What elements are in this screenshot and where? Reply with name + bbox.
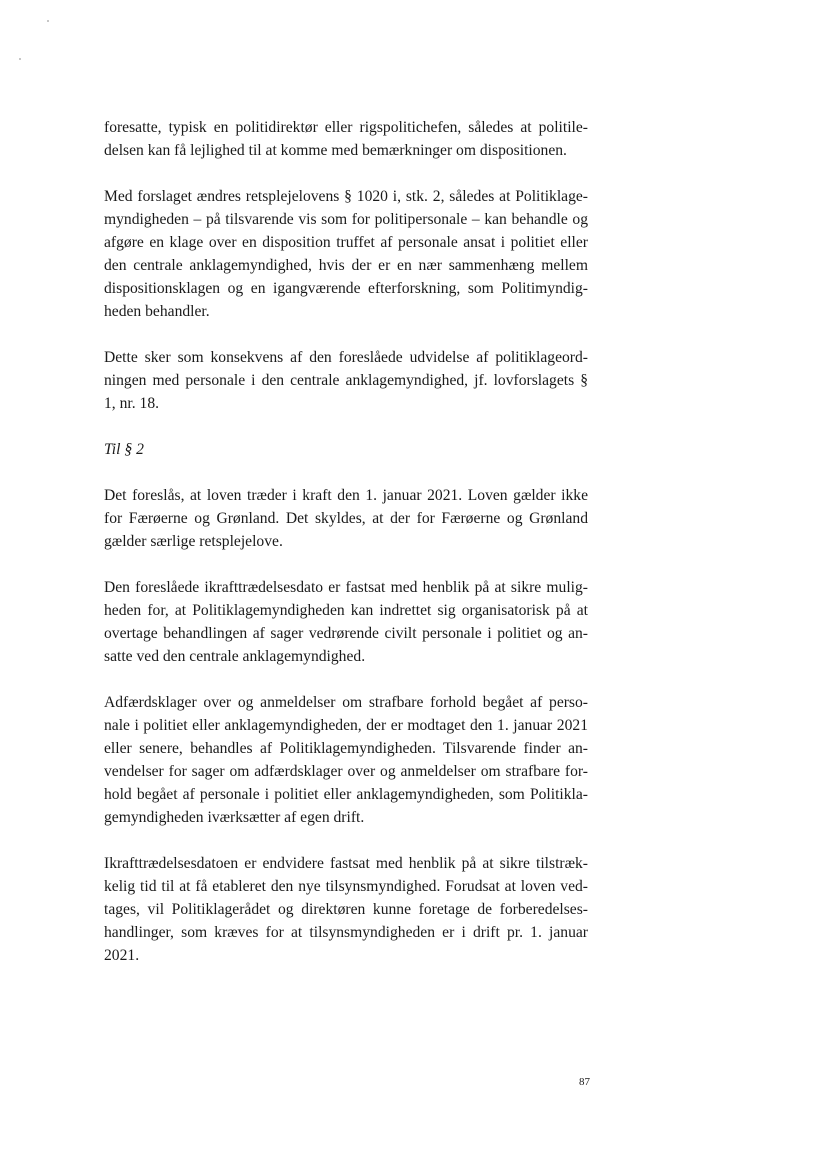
text-line: kelig tid til at få etableret den nye tilsynsmyndighed. Forudsat at loven ved-: [104, 878, 588, 895]
text-line: gemyndigheden iværksætter af egen drift.: [104, 809, 365, 826]
section-heading: Til § 2: [104, 441, 144, 458]
paragraph: [104, 116, 588, 162]
text-line: nale i politiet eller anklagemyndigheden, der er modtaget den 1. januar 2021: [104, 717, 588, 734]
text-line: vendelser for sager om adfærdsklager over og anmeldelser om strafbare for-: [104, 763, 588, 780]
text-line: eller senere, behandles af Politiklagemyndigheden. Tilsvarende finder an-: [104, 740, 588, 757]
text-line: Det foreslås, at loven træder i kraft den 1. januar 2021. Loven gælder ikke: [104, 487, 588, 504]
text-line: handlinger, som kræves for at tilsynsmyndigheden er i drift pr. 1. januar: [104, 924, 588, 941]
text-line: for Færøerne og Grønland. Det skyldes, at der for Færøerne og Grønland: [104, 510, 588, 527]
scan-speck: [19, 58, 21, 60]
paragraph: [104, 576, 588, 668]
text-line: Adfærdsklager over og anmeldelser om strafbare forhold begået af perso-: [104, 694, 588, 711]
paragraph: [104, 185, 588, 323]
body-text: [104, 116, 588, 990]
text-line: 1, nr. 18.: [104, 395, 160, 412]
paragraph: [104, 484, 588, 553]
text-line: tages, vil Politiklagerådet og direktøren kunne foretage de forberedelses-: [104, 901, 588, 918]
text-line: delsen kan få lejlighed til at komme med bemærkninger om dispositionen.: [104, 142, 567, 159]
text-line: den centrale anklagemyndighed, hvis der er en nær sammenhæng mellem: [104, 257, 588, 274]
scan-speck: [47, 20, 49, 22]
text-line: hold begået af personale i politiet eller anklagemyndigheden, som Politikla-: [104, 786, 588, 803]
text-line: overtage behandlingen af sager vedrørende civilt personale i politiet og an-: [104, 625, 588, 642]
text-line: myndigheden – på tilsvarende vis som for politipersonale – kan behandle og: [104, 211, 588, 228]
text-line: heden behandler.: [104, 303, 210, 320]
text-line: Ikrafttrædelsesdatoen er endvidere fastsat med henblik på at sikre tilstræk-: [104, 855, 588, 872]
text-line: gælder særlige retsplejelove.: [104, 533, 283, 550]
text-line: foresatte, typisk en politidirektør eller rigspolitichefen, således at politile-: [104, 119, 588, 136]
text-line: heden for, at Politiklagemyndigheden kan indrettet sig organisatorisk på at: [104, 602, 588, 619]
text-line: afgøre en klage over en disposition truffet af personale ansat i politiet eller: [104, 234, 588, 251]
paragraph: [104, 691, 588, 829]
text-line: ningen med personale i den centrale anklagemyndighed, jf. lovforslagets §: [104, 372, 588, 389]
text-line: Dette sker som konsekvens af den foreslåede udvidelse af politiklageord-: [104, 349, 588, 366]
paragraph: [104, 346, 588, 415]
text-line: satte ved den centrale anklagemyndighed.: [104, 648, 366, 665]
text-line: Den foreslåede ikrafttrædelsesdato er fastsat med henblik på at sikre mulig-: [104, 579, 588, 596]
text-line: 2021.: [104, 947, 140, 964]
text-line: dispositionsklagen og en igangværende efterforskning, som Politimyndig-: [104, 280, 588, 297]
paragraph: [104, 852, 588, 967]
text-line: Med forslaget ændres retsplejelovens § 1020 i, stk. 2, således at Politiklage-: [104, 188, 588, 205]
page-number: 87: [579, 1076, 590, 1088]
